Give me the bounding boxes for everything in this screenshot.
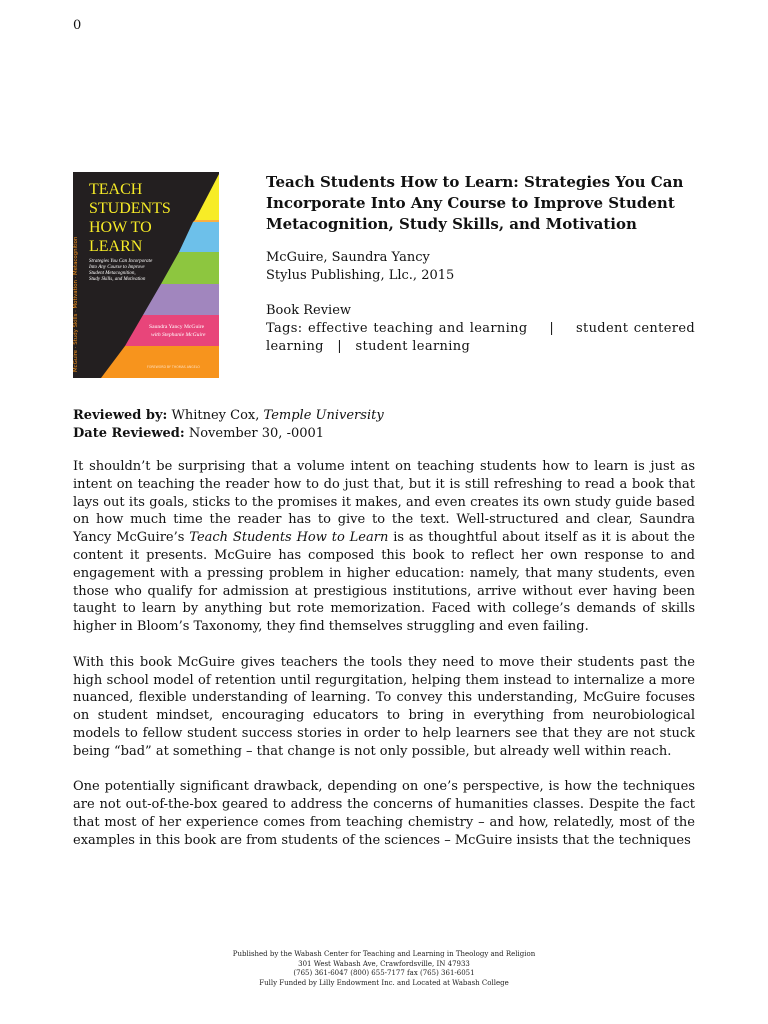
footer-line: 301 West Wabash Ave, Crawfordsville, IN 47933	[298, 959, 470, 968]
cover-title-line: TEACH	[89, 181, 143, 198]
review-paragraph: With this book McGuire gives teachers the tools they need to move their students past the high school model of retention until regurgitation, helping them instead to internalize a more nuanced, flexible understanding of learning. To convey this understanding, McGuire focuses on student mindset, encouraging educators to bring in everything from neurobiological models to fellow student success stories in order to help learners see that they are not stuck being “bad” at something – that change is not only possible, but already well within reach.	[73, 654, 695, 759]
page-footer	[0, 950, 768, 988]
book-title-italic: Teach Students How to Learn	[189, 530, 389, 546]
content-type: Book Review	[266, 303, 352, 318]
cover-spine-text: McGuire · Study Skills · Motivation · Metacognition	[73, 236, 79, 372]
reviewer-label: Reviewed by:	[73, 408, 168, 423]
book-publisher: Stylus Publishing, Llc., 2015	[266, 268, 455, 283]
footer-line: Fully Funded by Lilly Endowment Inc. and Located at Wabash College	[259, 978, 509, 987]
book-author: McGuire, Saundra Yancy	[266, 250, 430, 265]
paragraph-text: It shouldn’t be surprising that a volume intent on teaching students how to learn is just as intent on teaching the reader how to do just that, but it is still refreshing to read a book that lays out its goals, sticks to the promises it makes, and even creates its own study guide based on how much time the reader has to give to the text. Well-structured and clear, Saundra Yancy McGuire’s	[73, 459, 695, 546]
date-line	[73, 425, 695, 443]
tag-link[interactable]: effective teaching and learning	[308, 321, 528, 336]
review-paragraph	[73, 458, 695, 636]
cover-title-line: LEARN	[89, 238, 143, 255]
date-label: Date Reviewed:	[73, 426, 185, 441]
cover-subtitle-line: Into Any Course to Improve	[89, 265, 145, 270]
cover-title-line: STUDENTS	[89, 200, 171, 217]
cover-subtitle-line: Study Skills, and Motivation	[89, 277, 146, 282]
book-info	[266, 172, 695, 356]
book-cover-art	[73, 172, 219, 378]
date-reviewed: November 30, -0001	[188, 426, 325, 441]
cover-stripe-orange-thin	[193, 220, 219, 222]
tags-list	[266, 320, 695, 356]
review-paragraph: One potentially significant drawback, depending on one’s perspective, is how the techniques are not out-of-the-box geared to address the concerns of humanities classes. Despite the fact that most of her experience comes from teaching chemistry – and how, relatedly, most of the examples in this book are from students of the sciences – McGuire insists that the techniques	[73, 779, 695, 848]
reviewer-name: Whitney Cox,	[171, 408, 260, 423]
tag-separator: |	[533, 321, 571, 336]
reviewer-institution: Temple University	[263, 408, 384, 423]
footer-line: Published by the Wabash Center for Teaching and Learning in Theology and Religion	[232, 950, 536, 958]
review-body	[73, 458, 695, 867]
cover-author-line: Saundra Yancy McGuire	[149, 324, 205, 330]
cover-title-line: HOW TO	[89, 219, 152, 236]
cover-foreword: FOREWORD BY THOMAS ANGELO	[147, 365, 200, 369]
tag-separator: |	[328, 339, 351, 354]
cover-author-line: with Stephanie McGuire	[151, 332, 206, 338]
book-cover-image	[73, 172, 219, 378]
page-number: 0	[73, 18, 82, 33]
tags-label: Tags:	[266, 321, 303, 336]
paragraph-text: is as thoughtful about itself as it is about the content it presents. McGuire has composed this book to reflect her own response to and engagement with a pressing problem in higher education: namely, that many students, even those who qualify for admission at prestigious institutions, arrive without ever having been taught to learn by anything but rote memorization. Faced with college’s demands of skills higher in Bloom’s Taxonomy, they find themselves struggling and even failing.	[73, 530, 695, 635]
review-meta	[73, 407, 695, 443]
reviewer-line	[73, 407, 695, 425]
book-title: Teach Students How to Learn: Strategies You Can Incorporate Into Any Course to Improve Student Metacognition, Study Skills, and Motivation	[266, 173, 684, 233]
cover-subtitle-line: Strategies You Can Incorporate	[89, 259, 153, 264]
tag-link[interactable]: student learning	[355, 339, 471, 354]
cover-subtitle-line: Student Metacognition,	[89, 271, 136, 276]
tag-link[interactable]: student centered learning	[266, 321, 696, 354]
footer-line: (765) 361-6047 (800) 655-7177 fax (765) 361-6051	[293, 969, 475, 977]
